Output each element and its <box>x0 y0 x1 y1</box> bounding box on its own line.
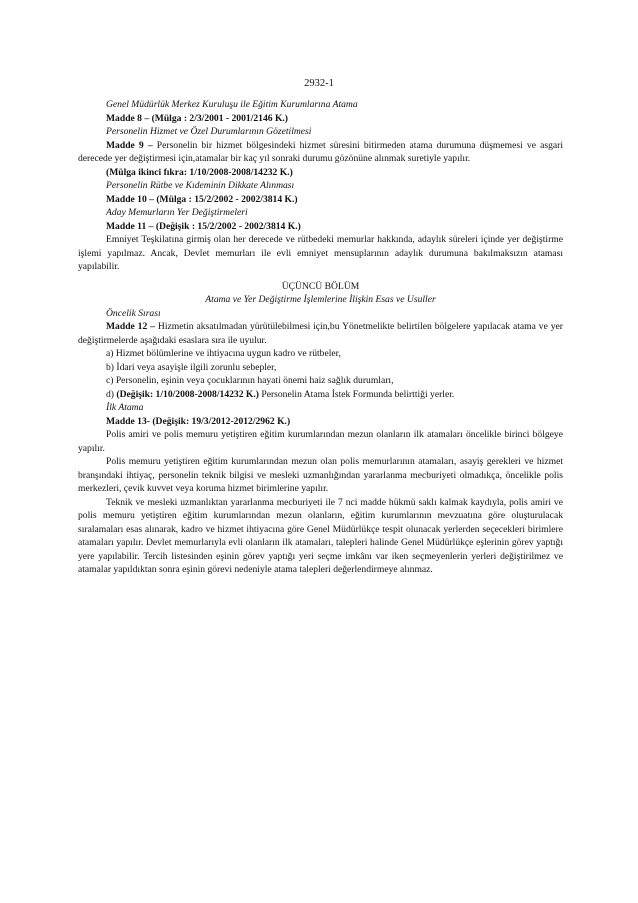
article-title <box>78 415 563 429</box>
article-title <box>78 193 563 207</box>
list-item: a) Hizmet bölümlerine ve ihtiyacına uygun kadro ve rütbeler, <box>106 348 341 359</box>
section-heading: Aday Memurların Yer Değiştirmeleri <box>106 207 248 218</box>
article-number: Madde 13- (Değişik: 19/3/2012-2012/2962 K.) <box>106 415 291 427</box>
section-heading: İlk Atama <box>106 402 144 413</box>
article-title <box>78 220 563 234</box>
article-number: Madde 12 – <box>106 321 155 332</box>
list-item: b) İdari veya asayişle ilgili zorunlu sebepler, <box>106 361 277 373</box>
article-paragraph <box>78 139 563 166</box>
list-item: c) Personelin, eşinin veya çocuklarının hayati önemi haiz sağlık durumları, <box>106 375 394 386</box>
chapter-title: ÜÇÜNCÜ BÖLÜM <box>281 280 360 292</box>
paragraph: Polis memuru yetiştiren eğitim kurumlarından mezun olan polis memurlarının atamaları, asayiş gerekleri ve hizmet branşındaki ihtiyaç, personelin teknik bilgisi ve mesleki uzmanlığından yararlanma mecburiyeti olmadıkça, öncelikle polis merkezleri, çevik kuvvet veya koruma hizmet birimlerine yapılır. <box>78 456 563 494</box>
list-text: Personelin Atama İstek Formunda belirttiği yerler. <box>258 388 455 400</box>
paragraph: Polis amiri ve polis memuru yetiştiren eğitim kurumlarından mezun olanların ilk atamaları öncelikle birinci bölgeye yapılır. <box>78 429 563 454</box>
list-marker: d) <box>106 388 117 400</box>
paragraph: Teknik ve mesleki uzmanlıktan yararlanma mecburiyeti ile 7 nci madde hükmü saklı kalmak kaydıyla, polis amiri ve polis memuru yetiştiren eğitim kurumlarından mezun olanların, eğitim kurumlarının mevzuatına göre oluşturulacak sıralamaları esas alınarak, kadro ve hizmet ihtiyacına göre Genel Müdürlükçe tespit olunacak yerlerden seçecekleri birimlere atamaları yapılır. Devlet memurlarıyla evli olanların ilk atamaları, talepleri halinde Genel Müdürlükçe eşlerinin görev yaptığı yere yapılabilir. Tercih listesinden eşinin görev yaptığı yeri seçme imkânı var iken seçmeyenlerin yerleri değiştirilmez ve atamalar yapıldıktan sonra eşinin görevi nedeniyle atama talepleri değerlendirmeye alınmaz. <box>78 496 563 575</box>
document-body <box>78 98 563 577</box>
amendment-note: (Değişik: 1/10/2008-2008/14232 K.) <box>116 388 259 400</box>
article-number: (Mülga ikinci fıkra: 1/10/2008-2008/14232 K.) <box>106 166 293 178</box>
page-number: 2932-1 <box>304 78 334 89</box>
section-heading: Personelin Rütbe ve Kıdeminin Dikkate Alınması <box>106 180 295 191</box>
article-title <box>78 166 563 180</box>
article-number: Madde 11 – (Değişik : 15/2/2002 - 2002/3814 K.) <box>106 220 301 232</box>
chapter-subtitle: Atama ve Yer Değiştirme İşlemlerine İlişkin Esas ve Usuller <box>205 294 436 305</box>
section-heading: Personelin Hizmet ve Özel Durumlarının Gözetilmesi <box>106 126 312 137</box>
article-title <box>78 112 563 126</box>
article-number: Madde 10 – (Mülga : 15/2/2002 - 2002/3814 K.) <box>106 193 298 205</box>
article-paragraph <box>78 320 563 347</box>
list-item <box>78 388 563 402</box>
article-text: Personelin bir hizmet bölgesindeki hizmet süresini bitirmeden atama durumuna düşmemesi ve asgari derecede yer değiştirmesi için,atamalar bir kaç yıl sonraki durumu gözönüne alınmak suretiyle yapılır. <box>78 139 563 164</box>
section-heading: Genel Müdürlük Merkez Kuruluşu ile Eğitim Kurumlarına Atama <box>106 99 358 110</box>
section-heading: Öncelik Sırası <box>106 307 161 319</box>
article-number: Madde 8 – (Mülga : 2/3/2001 - 2001/2146 K.) <box>106 112 289 124</box>
article-text: Hizmetin aksatılmadan yürütülebilmesi için,bu Yönetmelikte belirtilen bölgelere yapılacak atama ve yer değiştirmelerde aşağıdaki esaslara sıra ile uyulur. <box>78 321 563 346</box>
paragraph: Emniyet Teşkilatına girmiş olan her derecede ve rütbedeki memurlar hakkında, adaylık süreleri içinde yer değiştirme işlemi yapılmaz. Ancak, Devlet memurları ile evli emniyet mensuplarının adaylık durumuna bakılmaksızın ataması yapılabilir. <box>78 234 563 272</box>
article-number: Madde 9 – <box>106 139 153 151</box>
